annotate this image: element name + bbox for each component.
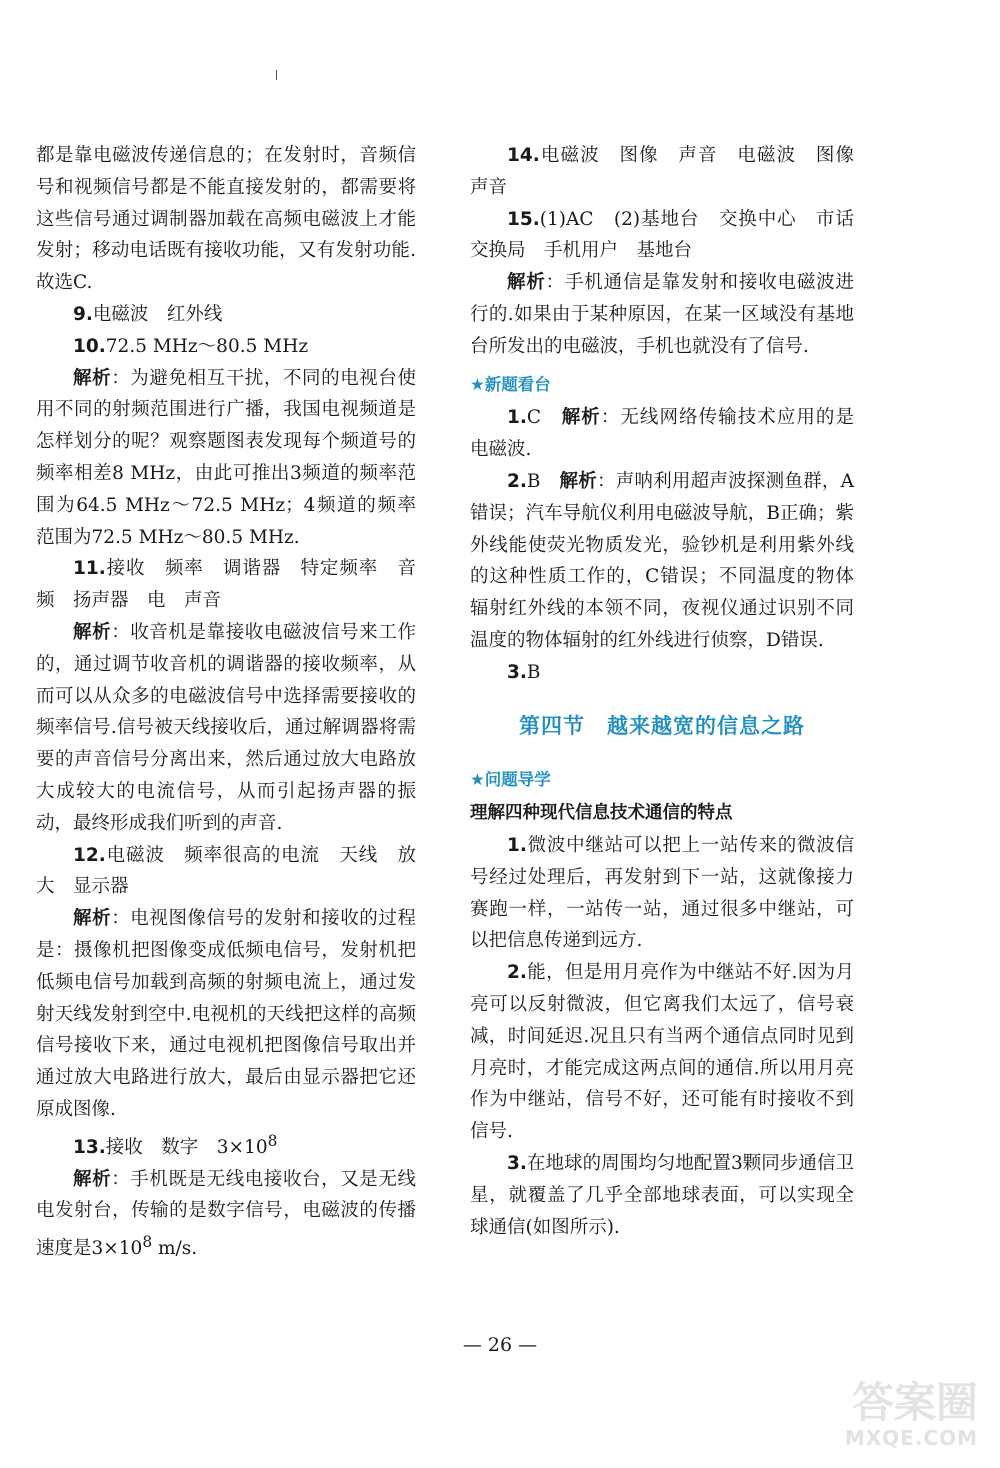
print-mark (276, 70, 277, 80)
new-answer-2 (470, 466, 854, 657)
question-number: 9. (73, 303, 93, 325)
answer-text: 能，但是用月亮作为中继站不好.因为月亮可以反射微波，但它离我们太远了，信号衰减，时间延迟.况且只有当两个通信点同时见到月亮时，才能完成这两点间的通信.所以用月亮作为中继站，信号不好，还可能有时接收不到信号. (470, 962, 854, 1143)
question-number: 14. (507, 145, 540, 166)
question-number: 1. (507, 834, 527, 856)
question-number: 11. (73, 558, 106, 580)
right-column (470, 140, 873, 1243)
answer-9 (36, 299, 416, 331)
answer-text: 电磁波 频率很高的电流 天线 放大 显示器 (36, 844, 416, 898)
watermark-text: 答案圈 (851, 1378, 978, 1427)
section-header-guided-questions: ★问题导学 (470, 770, 551, 790)
answer-text: 接收 数字 3×10 (105, 1136, 268, 1158)
answer-13 (36, 1126, 416, 1164)
section-title: 第四节 越来越宽的信息之路 (519, 713, 805, 738)
explanation-text: ：电视图像信号的发射和接收的过程是：摄像机把图像变成低频电信号，发射机把低频电信号加载到高频的射频电流上，通过发射天线发射到空中.电视机的天线把这样的高频信号接收下来，通过电视机把图像信号取出并通过放大电路进行放大，最后由显示器把它还原成图像. (36, 908, 416, 1120)
page-number: — 26 — (462, 1334, 538, 1356)
explanation-text: ：手机通信是靠发射和接收电磁波进行的.如果由于某种原因，在某一区域没有基地台所发出的电磁波，手机也就没有了信号. (470, 272, 854, 357)
explanation-text: ：收音机是靠接收电磁波信号来工作的，通过调节收音机的调谐器的接收频率，从而可以从众多的电磁波信号中选择需要接收的频率信号.信号被天线接收后，通过解调器将需要的声音信号分离出来，然后通过放大电路放大成较大的电流信号，从而引起扬声器的振动，最终形成我们听到的声音. (36, 621, 416, 834)
explanation-label: 解析 (73, 621, 112, 643)
question-number: 1. (507, 407, 527, 429)
question-number: 12. (73, 844, 106, 866)
explanation-13 (36, 1164, 416, 1266)
new-answer-1 (470, 402, 854, 466)
question-number: 3. (507, 661, 527, 683)
answer-15 (470, 204, 854, 268)
question-number: 2. (507, 470, 527, 492)
explanation-text: ：为避免相互干扰，不同的电视台使用不同的射频范围进行广播，我国电视频道是怎样划分的呢？观察题图表发现每个频道号的频率相差8 MHz，由此可推出3频道的频率范围为64.5 MHz～72.5 MHz；4频道的频率范围为72.5 MHz～80.5 MHz. (36, 367, 416, 548)
answer-text: 电磁波 红外线 (92, 303, 223, 325)
explanation-text: ：手机既是无线电接收台，又是无线电发射台，传输的是数字信号，电磁波的传播速度是3×10 (36, 1168, 416, 1260)
explanation-label: 解析 (73, 908, 112, 930)
new-answer-3 (470, 657, 854, 689)
section-header-new-questions: ★新题看台 (470, 374, 551, 394)
answer-text: 72.5 MHz～80.5 MHz (105, 335, 309, 357)
explanation-label: 解析 (561, 407, 601, 429)
left-column (36, 140, 416, 1265)
question-number: 2. (507, 962, 527, 984)
subheading: 理解四种现代信息技术通信的特点 (470, 803, 733, 824)
question-number: 15. (507, 208, 540, 230)
exponent: 8 (142, 1233, 153, 1252)
answer-text: 电磁波 图像 声音 电磁波 图像 声音 (470, 145, 873, 198)
answer-14 (470, 140, 873, 204)
question-number: 3. (507, 1152, 527, 1174)
explanation-label: 解析 (73, 367, 112, 389)
watermark-logo (798, 1380, 978, 1460)
answer-text: B (526, 470, 560, 492)
explanation-label: 解析 (507, 272, 546, 294)
guided-answer-1 (470, 830, 854, 957)
question-number: 10. (73, 335, 106, 357)
explanation-12 (36, 903, 416, 1126)
explanation-label: 解析 (559, 470, 597, 492)
exponent: 8 (267, 1131, 278, 1150)
explanation-text-end: m/s. (152, 1238, 198, 1260)
explanation-10 (36, 363, 416, 554)
explanation-label: 解析 (73, 1168, 112, 1190)
explanation-15 (470, 267, 854, 362)
explanation-11 (36, 617, 416, 840)
answer-10 (36, 331, 416, 363)
guided-answer-3 (470, 1148, 854, 1243)
answer-text: 在地球的周围均匀地配置3颗同步通信卫星，就覆盖了几乎全部地球表面，可以实现全球通信(如图所示). (470, 1152, 854, 1238)
explanation-text: ：声呐利用超声波探测鱼群，A错误；汽车导航仪利用电磁波导航，B正确；紫外线能使荧光物质发光，验钞机是利用紫外线的这种性质工作的，C错误；不同温度的物体辐射红外线的本领不同，夜视仪通过识别不同温度的物体辐射的红外线进行侦察，D错误. (470, 470, 854, 651)
guided-answer-2 (470, 957, 854, 1148)
answer-11 (36, 553, 416, 617)
paragraph-continued: 都是靠电磁波传递信息的；在发射时，音频信号和视频信号都是不能直接发射的，都需要将这些信号通过调制器加载在高频电磁波上才能发射；移动电话既有接收功能，又有发射功能.故选C. (36, 145, 416, 294)
answer-text: 接收 频率 调谐器 特定频率 音频 扬声器 电 声音 (36, 558, 416, 612)
watermark-url: MXQE.COM (844, 1426, 978, 1450)
question-number: 13. (73, 1136, 106, 1158)
answer-text: B (526, 661, 541, 683)
answer-text: 微波中继站可以把上一站传来的微波信号经过处理后，再发射到下一站，这就像接力赛跑一样，一站传一站，通过很多中继站，可以把信息传递到远方. (470, 834, 854, 952)
answer-text: C (526, 407, 562, 429)
answer-text: (1)AC (2)基地台 交换中心 市话交换局 手机用户 基地台 (470, 208, 854, 262)
explanation-text: ：无线网络传输技术应用的是电磁波. (470, 407, 854, 461)
answer-12 (36, 840, 416, 904)
